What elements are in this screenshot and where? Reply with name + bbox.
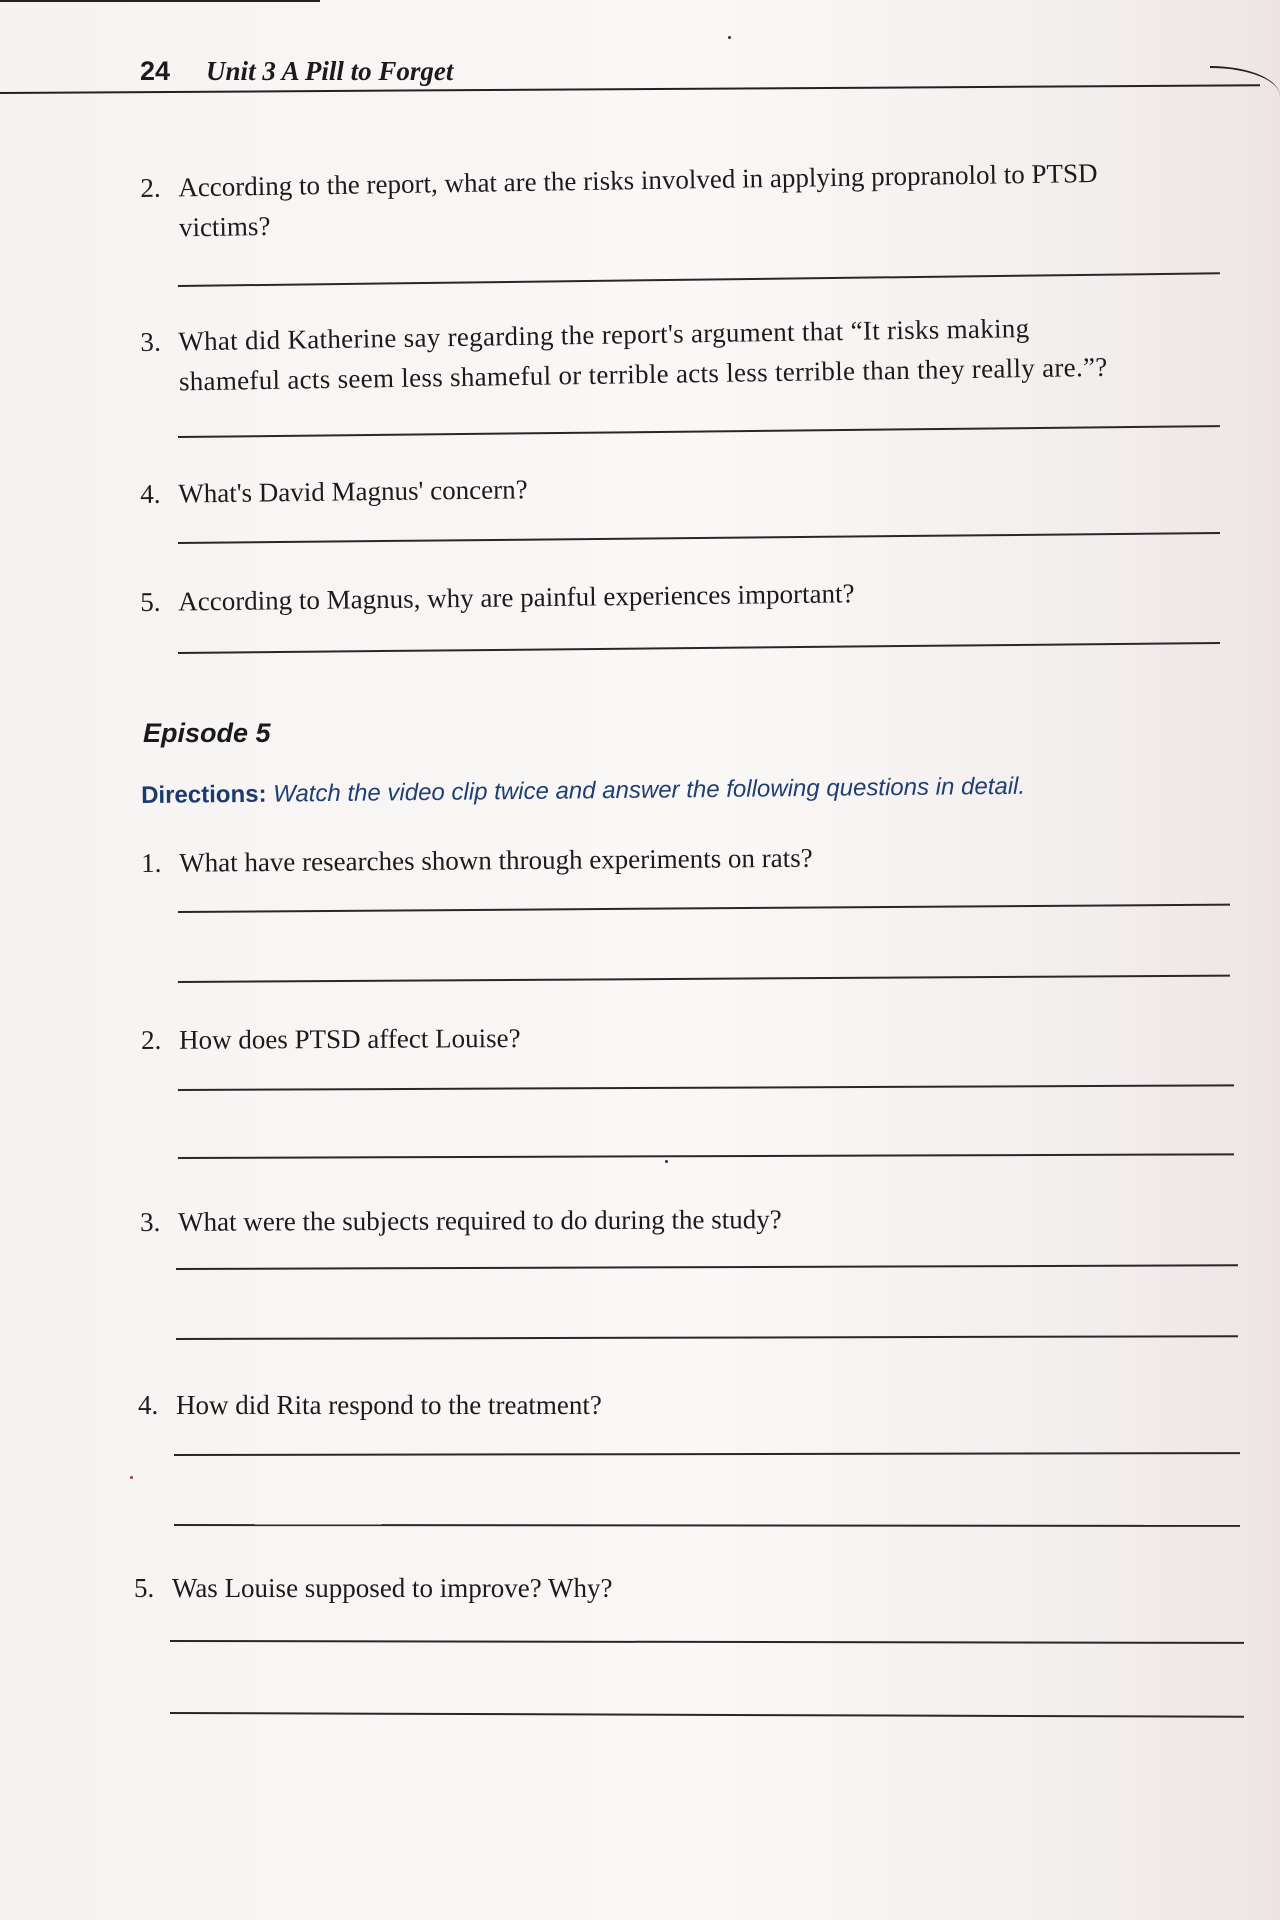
answer-line[interactable] xyxy=(178,1084,1234,1091)
directions-text: Watch the video clip twice and answer the following questions in detail. xyxy=(273,772,1026,808)
question-text: According to Magnus, why are painful experiences important? xyxy=(178,578,855,617)
answer-line[interactable] xyxy=(178,975,1230,983)
paper-speck xyxy=(130,1476,133,1479)
unit-title: Unit 3 A Pill to Forget xyxy=(206,56,454,86)
question-text: According to the report, what are the risks involved in applying propranolol to PTSD xyxy=(178,157,1098,203)
page-header xyxy=(140,56,453,87)
question-number: 1. xyxy=(141,847,162,878)
directions xyxy=(141,773,1025,810)
question-number: 4. xyxy=(138,1390,159,1420)
question-prev-3 xyxy=(140,307,1108,402)
directions-label: Directions: xyxy=(141,780,267,809)
question-text: What were the subjects required to do during the study? xyxy=(178,1204,782,1237)
answer-line[interactable] xyxy=(178,1153,1234,1159)
answer-line[interactable] xyxy=(178,272,1220,287)
answer-line[interactable] xyxy=(178,904,1230,913)
paper-speck xyxy=(728,36,731,39)
question-text-continuation: shameful acts seem less shameful or terrible acts less terrible than they really are.”? xyxy=(178,351,1108,397)
question-text-continuation: victims? xyxy=(178,210,271,243)
answer-line[interactable] xyxy=(174,1452,1240,1456)
answer-line[interactable] xyxy=(176,1264,1238,1270)
question-number: 5. xyxy=(134,1573,155,1603)
question-text: Was Louise supposed to improve? Why? xyxy=(172,1573,613,1603)
question-ep5-4 xyxy=(138,1385,602,1425)
question-text: How did Rita respond to the treatment? xyxy=(176,1390,602,1420)
question-number: 3. xyxy=(140,1206,161,1237)
question-ep5-5 xyxy=(134,1568,613,1608)
question-prev-5 xyxy=(140,573,855,622)
question-number: 5. xyxy=(140,586,161,617)
question-text: What have researches shown through experiments on rats? xyxy=(179,842,813,878)
question-number: 2. xyxy=(141,1024,162,1055)
question-prev-4 xyxy=(140,469,528,514)
answer-line[interactable] xyxy=(170,1712,1244,1718)
question-text: What's David Magnus' concern? xyxy=(178,474,528,509)
question-text: What did Katherine say regarding the report's argument that “It risks making xyxy=(178,313,1030,357)
question-number: 4. xyxy=(140,478,161,509)
answer-line[interactable] xyxy=(170,1640,1244,1644)
question-ep5-1 xyxy=(141,838,813,883)
answer-line[interactable] xyxy=(174,1524,1240,1527)
answer-line[interactable] xyxy=(178,532,1220,544)
question-number: 2. xyxy=(140,172,161,203)
header-rule-curl xyxy=(1210,66,1280,98)
question-text: How does PTSD affect Louise? xyxy=(179,1023,521,1055)
paper-speck xyxy=(665,1160,668,1163)
answer-line[interactable] xyxy=(178,642,1220,654)
answer-line[interactable] xyxy=(178,425,1220,438)
question-ep5-2 xyxy=(141,1018,521,1060)
episode-title: Episode 5 xyxy=(143,718,271,748)
page-number: 24 xyxy=(140,56,171,86)
question-ep5-3 xyxy=(140,1199,782,1242)
answer-line[interactable] xyxy=(176,1335,1238,1340)
page-top-edge xyxy=(0,0,320,2)
question-prev-2 xyxy=(140,153,1098,248)
question-number: 3. xyxy=(140,326,162,357)
